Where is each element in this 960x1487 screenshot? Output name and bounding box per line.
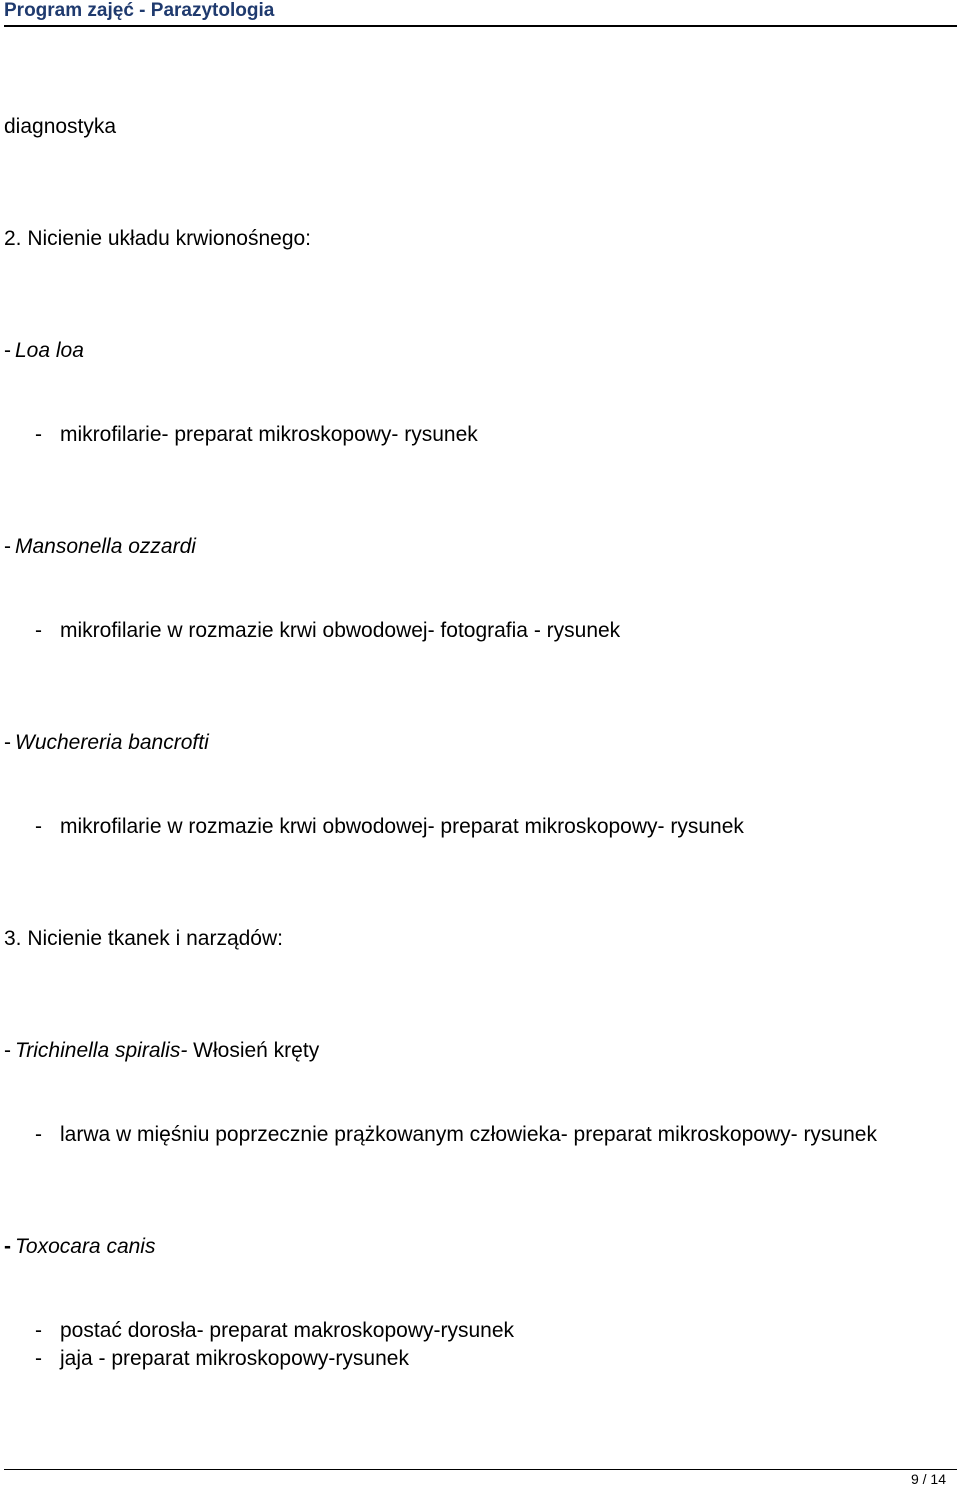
- species-dash: -: [4, 535, 11, 558]
- list-item: [35, 1123, 877, 1147]
- list-item-text: mikrofilarie w rozmazie krwi obwodowej- preparat mikroskopowy- rysunek: [60, 815, 744, 838]
- list-item-text: larwa w mięśniu poprzecznie prążkowanym człowieka- preparat mikroskopowy- rysunek: [60, 1123, 877, 1146]
- species-name: Mansonella ozzardi: [15, 535, 196, 558]
- species-dash: -: [4, 1039, 11, 1062]
- species-loa-loa: [4, 339, 84, 363]
- list-item-text: mikrofilarie- preparat mikroskopowy- rysunek: [60, 423, 478, 446]
- species-dash: -: [4, 1235, 11, 1258]
- bullet-dash: -: [35, 619, 42, 642]
- species-common-name: Włosień kręty: [187, 1039, 320, 1062]
- list-item: [35, 1319, 514, 1343]
- footer-divider: [4, 1469, 957, 1470]
- page-number: 9 / 14: [910, 1471, 946, 1487]
- list-item: [35, 1347, 409, 1371]
- species-name: Loa loa: [15, 339, 84, 362]
- species-toxocara-canis: [4, 1235, 155, 1259]
- list-item: [35, 423, 478, 447]
- list-item: [35, 815, 744, 839]
- section-2-heading: 2. Nicienie układu krwionośnego:: [4, 227, 312, 250]
- species-name: Wuchereria bancrofti: [15, 731, 209, 754]
- bullet-dash: -: [35, 1123, 42, 1146]
- header-title: Program zajęć - Parazytologia: [4, 0, 275, 21]
- diagnostics-text: diagnostyka: [4, 115, 117, 138]
- species-wuchereria-bancrofti: [4, 731, 209, 755]
- list-item-text: jaja - preparat mikroskopowy-rysunek: [60, 1347, 409, 1370]
- list-item-text: mikrofilarie w rozmazie krwi obwodowej- fotografia - rysunek: [60, 619, 621, 642]
- species-dash: -: [4, 731, 11, 754]
- species-dash: -: [4, 339, 11, 362]
- list-item: [35, 619, 620, 643]
- section-3-heading: 3. Nicienie tkanek i narządów:: [4, 927, 283, 950]
- species-mansonella-ozzardi: [4, 535, 196, 559]
- bullet-dash: -: [35, 423, 42, 446]
- bullet-dash: -: [35, 815, 42, 838]
- bullet-dash: -: [35, 1347, 42, 1370]
- species-name: Toxocara canis: [15, 1235, 156, 1258]
- list-item-text: postać dorosła- preparat makroskopowy-rysunek: [60, 1319, 515, 1342]
- species-trichinella-spiralis: [4, 1039, 319, 1063]
- species-name: Trichinella spiralis-: [15, 1039, 188, 1062]
- header-divider: [4, 25, 957, 27]
- bullet-dash: -: [35, 1319, 42, 1342]
